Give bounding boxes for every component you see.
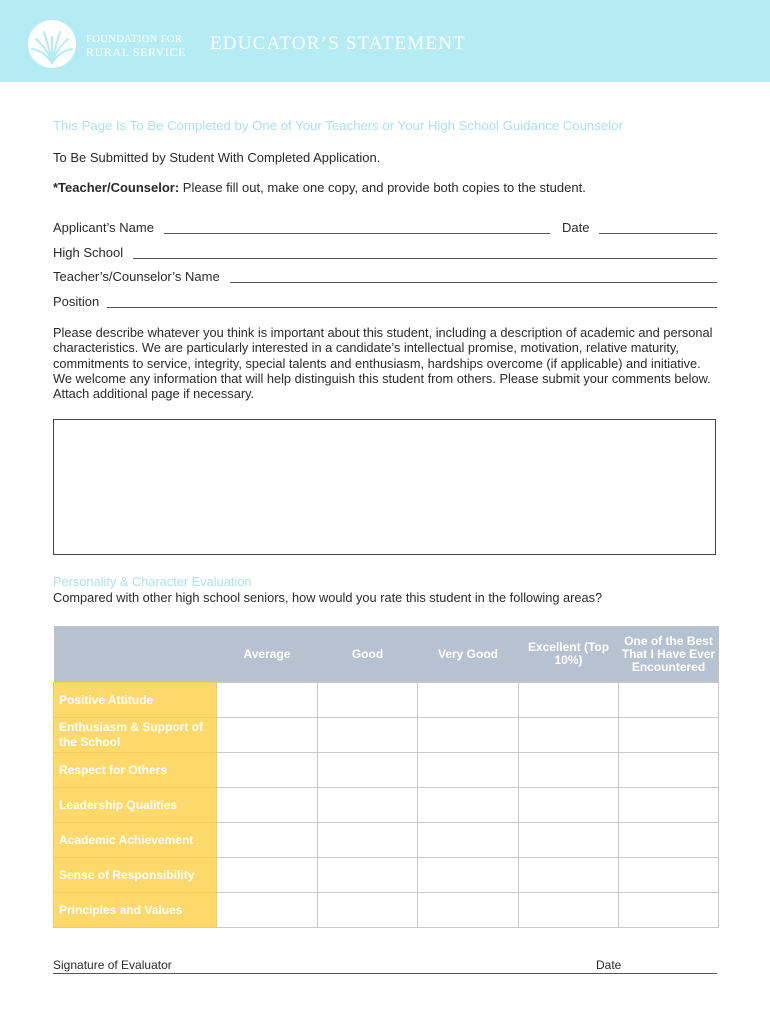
rating-cell[interactable] [217, 858, 318, 893]
row-label-positive-attitude: Positive Attitude [54, 683, 217, 718]
rating-cell[interactable] [318, 718, 418, 753]
row-label-enthusiasm: Enthusiasm & Support of the School [54, 718, 217, 753]
comments-textarea[interactable] [53, 419, 716, 555]
org-name-line1: FOUNDATION FOR [86, 34, 183, 45]
date-field[interactable] [599, 233, 717, 234]
rating-cell[interactable] [217, 823, 318, 858]
position-label: Position [53, 294, 100, 309]
row-label-principles: Principles and Values [54, 893, 217, 928]
rating-cell[interactable] [519, 788, 619, 823]
position-row [53, 294, 717, 312]
instruction-line [53, 180, 586, 195]
applicant-row [53, 220, 717, 238]
page-title: EDUCATOR’S STATEMENT [210, 33, 466, 54]
rating-cell[interactable] [519, 753, 619, 788]
form-subtitle: This Page Is To Be Completed by One of Your Teachers or Your High School Guidance Counselor [53, 118, 623, 133]
rating-cell[interactable] [318, 858, 418, 893]
signature-field[interactable] [53, 958, 717, 974]
rating-cell[interactable] [418, 858, 519, 893]
rating-cell[interactable] [217, 753, 318, 788]
rating-row [54, 858, 719, 893]
row-label-responsibility: Sense of Responsibility [54, 858, 217, 893]
rating-cell[interactable] [418, 788, 519, 823]
rating-cell[interactable] [519, 893, 619, 928]
row-label-academic: Academic Achievement [54, 823, 217, 858]
column-header-good: Good [318, 626, 418, 683]
rating-row [54, 823, 719, 858]
rating-cell[interactable] [318, 788, 418, 823]
foundation-logo-icon [27, 19, 77, 69]
high-school-field[interactable] [133, 258, 717, 259]
rating-cell[interactable] [418, 718, 519, 753]
rating-cell[interactable] [619, 893, 719, 928]
signature-label: Signature of Evaluator [53, 958, 172, 972]
signature-date-label: Date [596, 958, 622, 972]
applicant-name-field[interactable] [164, 233, 550, 234]
rating-row [54, 753, 719, 788]
applicant-name-label: Applicant’s Name [53, 220, 154, 235]
column-header-best-ever: One of the Best That I Have Ever Encountered [619, 626, 719, 683]
high-school-row [53, 245, 717, 263]
rating-row [54, 893, 719, 928]
org-name [86, 34, 186, 58]
rating-cell[interactable] [418, 683, 519, 718]
rating-cell[interactable] [519, 718, 619, 753]
description-paragraph: Please describe whatever you think is important about this student, including a description of academic and personal characteristics. We are particularly interested in a candidate’s intellectual promise, motivation, relative maturity, commitments to service, integrity, special talents and enthusiasm, hardships overcome (if applicable) and initiative. We welcome any information that will help distinguish this student from others. Please submit your comments below. Attach additional page if necessary. [53, 325, 713, 402]
evaluation-title: Personality & Character Evaluation [53, 574, 252, 589]
instruction-label: *Teacher/Counselor: [53, 180, 180, 195]
rating-cell[interactable] [318, 683, 418, 718]
rating-cell[interactable] [318, 893, 418, 928]
rating-cell[interactable] [619, 858, 719, 893]
rating-cell[interactable] [619, 823, 719, 858]
rating-cell[interactable] [418, 823, 519, 858]
rating-row [54, 683, 719, 718]
rating-cell[interactable] [318, 753, 418, 788]
rating-cell[interactable] [418, 893, 519, 928]
rating-cell[interactable] [217, 683, 318, 718]
rating-cell[interactable] [619, 683, 719, 718]
counselor-name-field[interactable] [230, 282, 717, 283]
date-label: Date [562, 220, 590, 235]
counselor-row [53, 269, 717, 287]
rating-cell[interactable] [619, 788, 719, 823]
column-header-excellent: Excellent (Top 10%) [519, 626, 619, 683]
rating-header-row [54, 626, 719, 683]
high-school-label: High School [53, 245, 124, 260]
position-field[interactable] [107, 307, 717, 308]
rating-cell[interactable] [519, 823, 619, 858]
row-label-respect: Respect for Others [54, 753, 217, 788]
rating-cell[interactable] [217, 718, 318, 753]
rating-cell[interactable] [318, 823, 418, 858]
rating-cell[interactable] [619, 753, 719, 788]
column-header-average: Average [217, 626, 318, 683]
rating-table [53, 626, 719, 928]
row-label-leadership: Leadership Qualities [54, 788, 217, 823]
rating-row [54, 788, 719, 823]
rating-row [54, 718, 719, 753]
page-header [0, 0, 770, 82]
column-header-very-good: Very Good [418, 626, 519, 683]
rating-cell[interactable] [519, 858, 619, 893]
instruction-text: Please fill out, make one copy, and provide both copies to the student. [179, 180, 586, 195]
counselor-name-label: Teacher’s/Counselor’s Name [53, 269, 220, 284]
rating-cell[interactable] [217, 788, 318, 823]
evaluation-question: Compared with other high school seniors, how would you rate this student in the following areas? [53, 590, 603, 605]
rating-cell[interactable] [519, 683, 619, 718]
org-name-line2: RURAL SERVICE [86, 45, 187, 59]
rating-header-corner [54, 626, 217, 683]
rating-cell[interactable] [217, 893, 318, 928]
rating-cell[interactable] [418, 753, 519, 788]
submission-note: To Be Submitted by Student With Completed Application. [53, 150, 381, 165]
rating-cell[interactable] [619, 718, 719, 753]
